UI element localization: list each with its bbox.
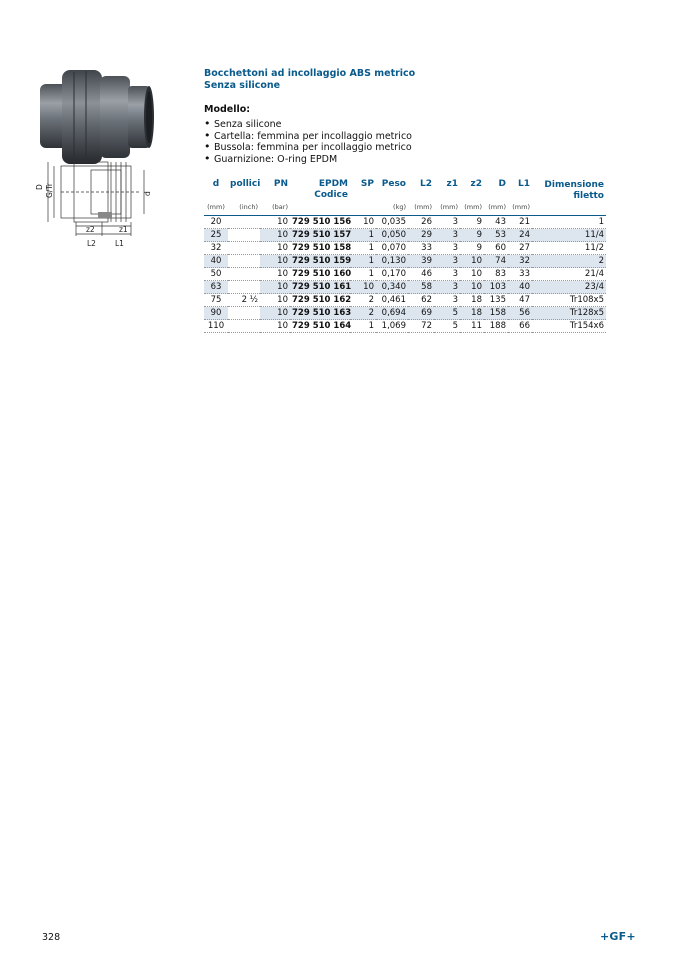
table-cell: 2 ½: [228, 294, 260, 307]
col-header-epdm: EPDM: [318, 179, 348, 189]
table-header-row: [204, 179, 606, 190]
table-cell: 103: [484, 281, 508, 294]
title-line-1: Bocchettoni ad incollaggio ABS metrico: [204, 68, 416, 79]
units-row: [204, 201, 606, 216]
technical-drawing: [36, 160, 176, 256]
table-cell: 18: [460, 294, 484, 307]
table-cell: 9: [460, 242, 484, 255]
table-row: [204, 229, 606, 242]
table-cell: 729 510 162: [292, 295, 352, 305]
unit-cell: [532, 201, 606, 216]
table-cell: 72: [408, 320, 434, 333]
table-cell: 1: [532, 216, 606, 229]
table-cell: Tr108x5: [532, 294, 606, 307]
table-cell: Tr128x5: [532, 307, 606, 320]
table-cell: 3: [434, 294, 460, 307]
table-cell: 56: [508, 307, 532, 320]
table-cell: 10: [260, 307, 290, 320]
table-cell: 110: [204, 320, 228, 333]
table-cell: [228, 307, 260, 320]
table-cell: 29: [408, 229, 434, 242]
table-cell: 11/4: [532, 229, 606, 242]
table-cell: [228, 242, 260, 255]
table-cell: 729 510 157: [292, 230, 352, 240]
col-header-z2: z2: [470, 179, 482, 189]
table-row: [204, 320, 606, 333]
table-cell: 729 510 159: [292, 256, 352, 266]
table-cell: 0,035: [376, 216, 408, 229]
table-cell: 40: [204, 255, 228, 268]
table-cell: 10: [260, 281, 290, 294]
table-cell: 62: [408, 294, 434, 307]
table-cell: 10: [260, 268, 290, 281]
table-cell: 729 510 160: [292, 269, 352, 279]
table-cell: 27: [508, 242, 532, 255]
col-header-z1: z1: [446, 179, 458, 189]
table-cell: 58: [408, 281, 434, 294]
table-cell: 3: [434, 216, 460, 229]
table-cell: 0,070: [376, 242, 408, 255]
table-cell: 63: [204, 281, 228, 294]
table-cell: 5: [434, 307, 460, 320]
table-cell: 729 510 164: [292, 321, 352, 331]
table-cell: 5: [434, 320, 460, 333]
table-cell: 24: [508, 229, 532, 242]
table-cell: 11/2: [532, 242, 606, 255]
table-row: [204, 281, 606, 294]
unit-cell: (mm): [460, 201, 484, 216]
drawing-label-D: D: [35, 184, 44, 190]
table-cell: 3: [434, 281, 460, 294]
table-cell: 2: [350, 294, 376, 307]
table-cell: 33: [508, 268, 532, 281]
col-header-dimensione: Dimensione: [544, 179, 604, 190]
gf-logo: +GF+: [600, 930, 636, 943]
table-cell: 3: [434, 229, 460, 242]
table-cell: 0,130: [376, 255, 408, 268]
model-list: [204, 119, 412, 165]
table-cell: 0,461: [376, 294, 408, 307]
table-cell: 53: [484, 229, 508, 242]
table-row: [204, 294, 606, 307]
table-cell: [228, 320, 260, 333]
table-cell: 46: [408, 268, 434, 281]
col-header-d: d: [212, 179, 220, 189]
table-cell: 20: [204, 216, 228, 229]
page-number: 328: [42, 932, 61, 943]
table-cell: 2: [532, 255, 606, 268]
table-cell: 3: [434, 242, 460, 255]
table-row: [204, 307, 606, 320]
table-cell: 1,069: [376, 320, 408, 333]
list-item: • Bussola: femmina per incollaggio metrico: [204, 142, 412, 154]
list-item: • Senza silicone: [204, 119, 412, 131]
model-heading: Modello:: [204, 104, 251, 115]
col-header-l2: L2: [420, 179, 432, 189]
table-row: [204, 268, 606, 281]
unit-cell: (mm): [484, 201, 508, 216]
table-cell: [228, 281, 260, 294]
table-cell: 10: [350, 281, 376, 294]
drawing-label-z2: z2: [86, 225, 95, 234]
page-title: [204, 68, 415, 92]
table-cell: 10: [260, 216, 290, 229]
table-cell: 1: [350, 268, 376, 281]
table-cell: 0,170: [376, 268, 408, 281]
col-header-codice: Codice: [314, 190, 348, 200]
table-cell: Tr154x6: [532, 320, 606, 333]
col-header-sp: SP: [360, 179, 374, 189]
table-cell: 729 510 156: [292, 217, 352, 227]
table-cell: 32: [204, 242, 228, 255]
col-header-D: D: [498, 179, 506, 189]
unit-cell: (mm): [204, 201, 228, 216]
table-cell: 2: [350, 307, 376, 320]
unit-cell: (mm): [508, 201, 532, 216]
unit-cell: [350, 201, 376, 216]
table-row: [204, 216, 606, 229]
table-row: [204, 242, 606, 255]
table-cell: 10: [460, 268, 484, 281]
table-cell: 729 510 161: [292, 282, 352, 292]
table-cell: 75: [204, 294, 228, 307]
drawing-label-L2: L2: [87, 239, 96, 248]
table-cell: 33: [408, 242, 434, 255]
table-cell: 135: [484, 294, 508, 307]
unit-cell: (kg): [376, 201, 408, 216]
table-cell: 66: [508, 320, 532, 333]
table-cell: 10: [260, 242, 290, 255]
unit-cell: (inch): [228, 201, 260, 216]
drawing-label-d: d: [143, 191, 152, 196]
table-cell: 729 510 163: [292, 308, 352, 318]
table-cell: 1: [350, 320, 376, 333]
spec-table: [204, 179, 606, 333]
table-cell: 69: [408, 307, 434, 320]
unit-cell: (bar): [260, 201, 290, 216]
product-photo: [34, 62, 159, 172]
unit-cell: (mm): [434, 201, 460, 216]
col-header-l1: L1: [518, 179, 530, 189]
table-cell: 10: [350, 216, 376, 229]
drawing-label-z1: z1: [119, 225, 128, 234]
table-cell: 43: [484, 216, 508, 229]
col-header-filetto: filetto: [573, 190, 604, 201]
table-cell: [228, 268, 260, 281]
table-cell: [228, 255, 260, 268]
drawing-label-L1: L1: [115, 239, 124, 248]
table-cell: 0,694: [376, 307, 408, 320]
table-cell: 10: [460, 281, 484, 294]
table-row: [204, 255, 606, 268]
table-cell: 1: [350, 242, 376, 255]
list-item: • Cartella: femmina per incollaggio metrico: [204, 131, 412, 143]
table-cell: [228, 229, 260, 242]
table-cell: 0,050: [376, 229, 408, 242]
table-cell: 188: [484, 320, 508, 333]
table-cell: 74: [484, 255, 508, 268]
table-cell: 10: [460, 255, 484, 268]
col-header-pollici: pollici: [230, 179, 261, 189]
table-cell: 40: [508, 281, 532, 294]
col-header-pn: PN: [273, 179, 288, 189]
table-cell: 0,340: [376, 281, 408, 294]
unit-cell: [290, 201, 350, 216]
table-cell: 1: [350, 255, 376, 268]
table-cell: 90: [204, 307, 228, 320]
list-item: • Guarnizione: O-ring EPDM: [204, 154, 412, 166]
table-cell: 60: [484, 242, 508, 255]
table-cell: 3: [434, 255, 460, 268]
table-cell: 1: [350, 229, 376, 242]
table-cell: 23/4: [532, 281, 606, 294]
table-cell: 9: [460, 229, 484, 242]
table-cell: 32: [508, 255, 532, 268]
table-cell: 10: [260, 255, 290, 268]
table-cell: 50: [204, 268, 228, 281]
table-cell: 10: [260, 229, 290, 242]
col-header-peso: Peso: [381, 179, 406, 189]
unit-cell: (mm): [408, 201, 434, 216]
table-cell: 729 510 158: [292, 243, 352, 253]
table-cell: 9: [460, 216, 484, 229]
table-cell: 47: [508, 294, 532, 307]
table-cell: 18: [460, 307, 484, 320]
table-cell: 21/4: [532, 268, 606, 281]
table-cell: 10: [260, 294, 290, 307]
table-cell: 25: [204, 229, 228, 242]
table-cell: 39: [408, 255, 434, 268]
table-cell: 158: [484, 307, 508, 320]
drawing-label-G: G/Tr: [45, 183, 54, 198]
table-cell: 83: [484, 268, 508, 281]
table-cell: 10: [260, 320, 290, 333]
table-cell: [228, 216, 260, 229]
table-cell: 3: [434, 268, 460, 281]
table-cell: 26: [408, 216, 434, 229]
table-header-row-2: [204, 190, 606, 201]
title-line-2: Senza silicone: [204, 80, 281, 91]
table-cell: 11: [460, 320, 484, 333]
table-cell: 21: [508, 216, 532, 229]
